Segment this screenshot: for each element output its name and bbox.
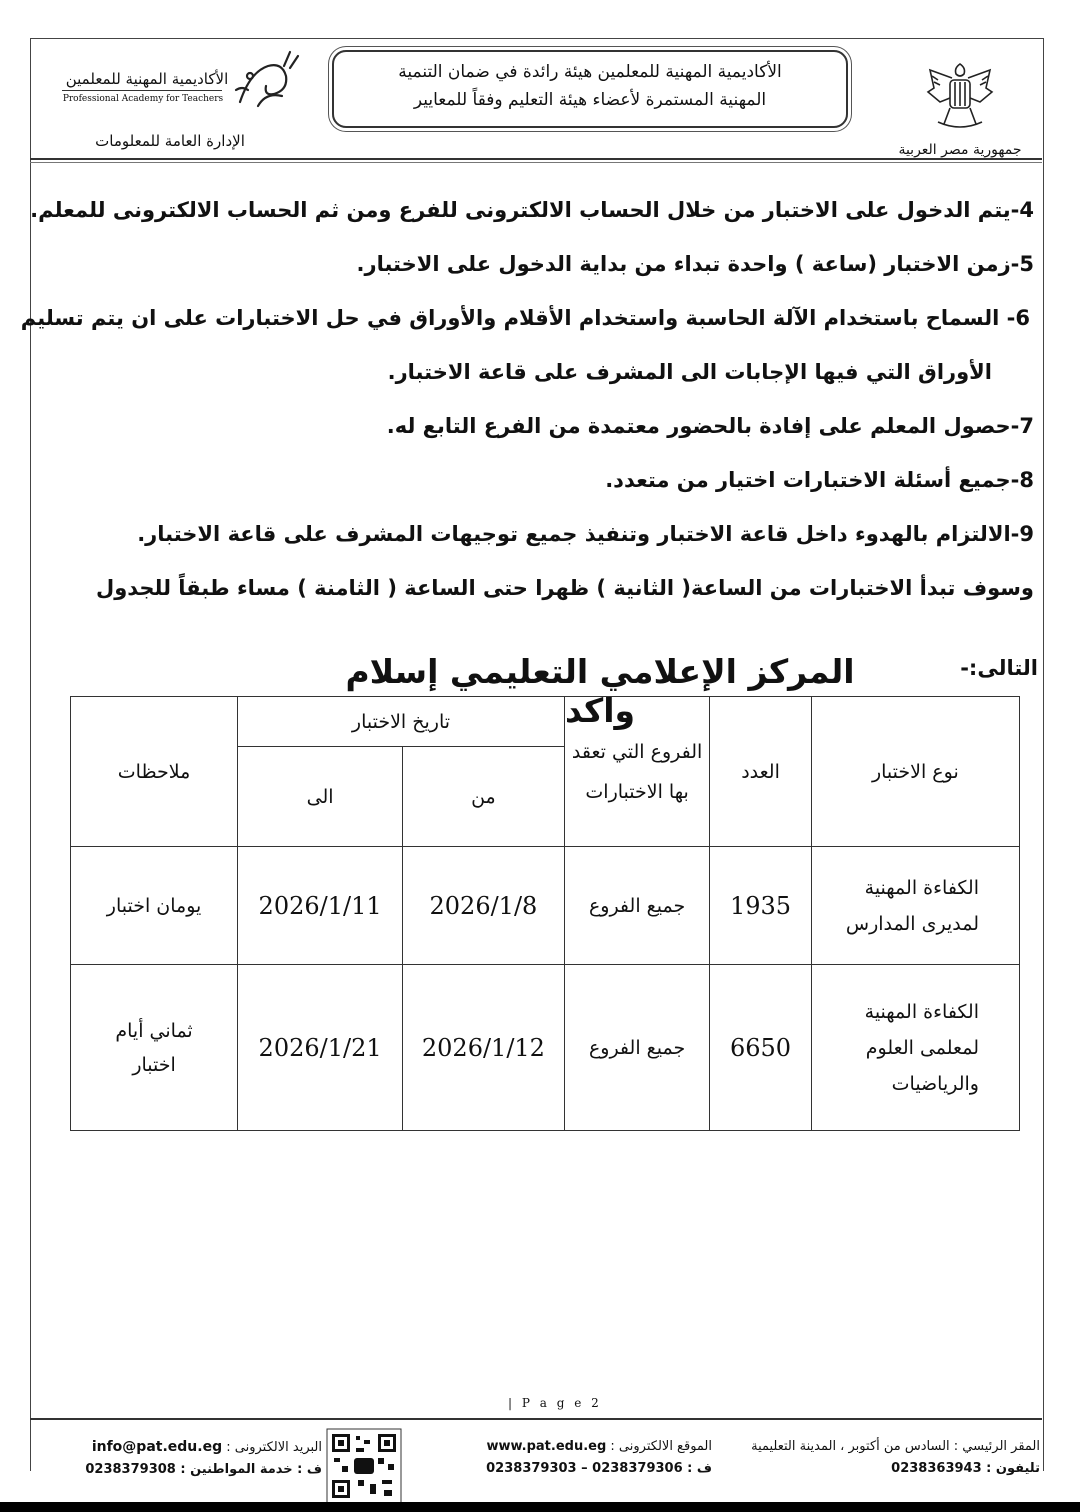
row-notes: ثماني أيام اختبار [71, 965, 238, 1131]
rule-9: 9-الالتزام بالهدوء داخل قاعة الاختبار وتنفيذ جميع توجيهات المشرف على قاعة الاختبار. [137, 522, 1034, 546]
motto-line-2: المهنية المستمرة لأعضاء هيئة التعليم وفقاً للمعايير [413, 90, 767, 110]
footer-hq [740, 1436, 1040, 1480]
header-to: الى [238, 747, 403, 847]
country-block [870, 58, 1050, 158]
logo-divider [62, 90, 222, 91]
footer-email-link[interactable]: info@pat.edu.eg [91, 1439, 223, 1455]
exam-schedule-table [70, 696, 1020, 1131]
row-to: 2026/1/11 [238, 847, 403, 965]
table-row [71, 965, 1020, 1131]
rule-4: 4-يتم الدخول على الاختبار من خلال الحساب الالكترونى للفرع ومن ثم الحساب الالكترونى للمعلم. [30, 198, 1034, 222]
row-to: 2026/1/21 [238, 965, 403, 1131]
footer-phone: تليفون : 0238363943 [891, 1461, 1040, 1476]
row-branches: جميع الفروع [564, 965, 710, 1131]
academy-calligraphy-logo-icon [228, 46, 308, 114]
header-branches: الفروع التي تعقد بها الاختبارات [564, 697, 710, 847]
header-count: العدد [710, 697, 811, 847]
academy-name-arabic: الأكاديمية المهنية للمعلمين [65, 70, 229, 88]
header-from: من [403, 747, 565, 847]
motto-box [332, 50, 848, 128]
table-row [71, 847, 1020, 965]
row-from: 2026/1/8 [403, 847, 565, 965]
header-type: نوع الاختبار [811, 697, 1019, 847]
rule-6-continued: الأوراق التي فيها الإجابات الى المشرف على قاعة الاختبار. [387, 360, 992, 384]
row-count: 1935 [710, 847, 811, 965]
country-name: جمهورية مصر العربية [898, 142, 1022, 158]
rule-5: 5-زمن الاختبار (ساعة ) واحدة تبداء من بداية الدخول على الاختبار. [356, 252, 1034, 276]
motto-line-1: الأكاديمية المهنية للمعلمين هيئة رائدة في ضمان التنمية [398, 62, 782, 82]
rule-6: 6- السماح باستخدام الآلة الحاسبة واستخدام الأقلام والأوراق في حل الاختبارات على ان يتم تسليم [20, 306, 1030, 330]
footer-email-label: البريد الالكترونى : [226, 1440, 322, 1455]
header-date: تاريخ الاختبار [238, 697, 565, 747]
row-notes: يومان اختبار [71, 847, 238, 965]
footer-fax: ف : 0238379306 – 0238379303 [486, 1461, 712, 1476]
header-divider-thin [30, 162, 1042, 163]
rule-7: 7-حصول المعلم على إفادة بالحضور معتمدة من الفرع التابع له. [386, 414, 1034, 438]
row-type: الكفاءة المهنية لمعلمى العلوم والرياضيات [811, 965, 1019, 1131]
header-divider [30, 158, 1042, 160]
footer-website-block [412, 1436, 712, 1480]
schedule-intro-end: التالى:- [960, 656, 1038, 680]
row-count: 6650 [710, 965, 811, 1131]
bottom-edge [0, 1502, 1080, 1512]
header-notes: ملاحظات [71, 697, 238, 847]
row-type: الكفاءة المهنية لمديرى المدارس [811, 847, 1019, 965]
footer-website-label: الموقع الالكترونى : [610, 1439, 712, 1454]
footer-website-link[interactable]: www.pat.edu.eg [486, 1439, 607, 1454]
academy-name-english: Professional Academy for Teachers [62, 94, 224, 104]
rules-list [20, 183, 1034, 615]
overlay-title: المركز الإعلامي التعليمي إسلام واكد [345, 652, 855, 730]
footer-service-line: ف : خدمة المواطنين : 0238379308 [85, 1462, 322, 1477]
department-name: الإدارة العامة للمعلومات [95, 132, 245, 150]
qr-code-icon [326, 1428, 402, 1504]
row-from: 2026/1/12 [403, 965, 565, 1131]
page-number: | P a g e 2 [508, 1396, 602, 1410]
schedule-intro: وسوف تبدأ الاختبارات من الساعة( الثانية ) ظهرا حتى الساعة ( الثامنة ) مساء طبقاً للجدول [95, 576, 1034, 600]
footer-address: المقر الرئيسي : السادس من أكتوبر ، المدينة التعليمية [751, 1439, 1040, 1454]
footer-divider [30, 1418, 1042, 1420]
row-branches: جميع الفروع [564, 847, 710, 965]
eagle-emblem-icon [920, 58, 1000, 132]
rule-8: 8-جميع أسئلة الاختبارات اختيار من متعدد. [605, 468, 1034, 492]
footer-contact-block [62, 1436, 322, 1481]
